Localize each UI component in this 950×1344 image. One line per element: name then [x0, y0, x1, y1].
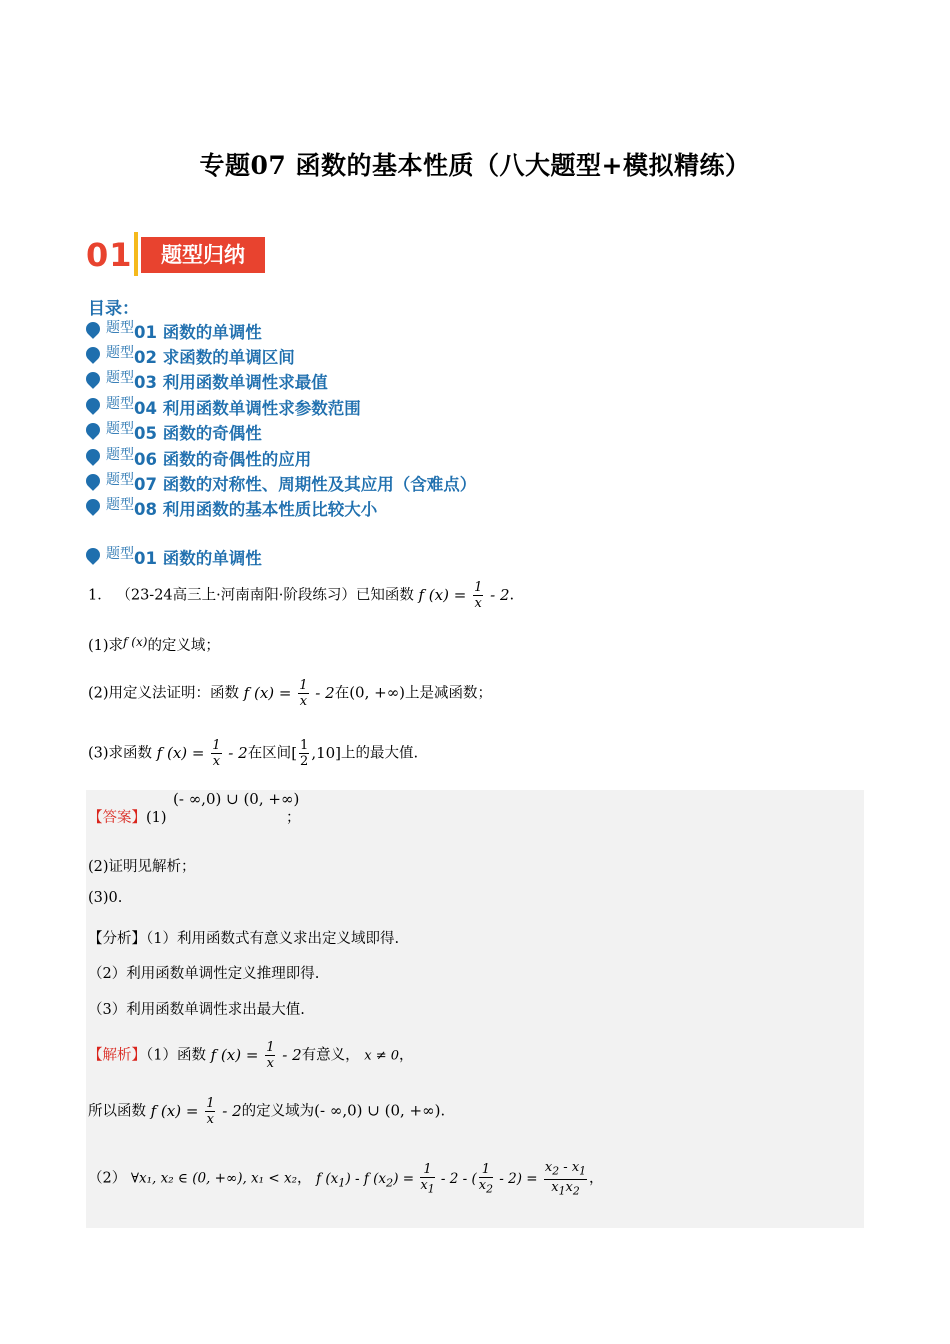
toc-item[interactable]: 题型 07 函数的对称性、周期性及其应用（含难点）	[86, 470, 476, 495]
function-formula: f (x) = $\frac{1}{x}$ - 2	[418, 580, 510, 611]
location-pin-icon	[83, 319, 103, 339]
answer-line-1: 【答案】(1)	[88, 810, 167, 826]
location-pin-icon	[83, 471, 103, 491]
function-formula: f (x) = $\frac{1}{x}$ - 2	[150, 1096, 242, 1127]
solution-line-3: （2） ∀x₁, x₂ ∈ (0, +∞), x₁ < x₂， f $(x_1)$ - f $(x_2)$ = $\frac{1}{x_1}$ - 2 - ( $\frac{1}{x_2}$ - 2) = $\frac{x_2 - x_1}{x_1x_2}$ ，	[88, 1160, 604, 1198]
table-of-contents	[86, 318, 476, 521]
analysis-line-1: 【分析】（1）利用函数式有意义求出定义域即得.	[88, 931, 400, 947]
toc-heading: 目录：	[88, 299, 139, 319]
location-pin-icon	[83, 344, 103, 364]
answer-line-2: (2)证明见解析；	[88, 859, 196, 875]
analysis-line-3: （3）利用函数单调性求出最大值.	[88, 1002, 305, 1018]
problem-1: 1． （23-24高三上·河南南阳·阶段练习）已知函数 f (x) = $\frac{1}{x}$ - 2.	[88, 580, 515, 611]
banner-divider	[134, 232, 138, 276]
difference-formula: f $(x_1)$ - f $(x_2)$ = $\frac{1}{x_1}$ - 2 - ( $\frac{1}{x_2}$ - 2) = $\frac{x_2 - x_1}{x_1x_2}$	[316, 1160, 587, 1198]
toc-item[interactable]: 题型 01 函数的单调性	[86, 318, 476, 343]
location-pin-icon	[83, 545, 103, 565]
toc-item[interactable]: 题型 06 函数的奇偶性的应用	[86, 445, 476, 470]
page-title: 专题07 函数的基本性质（八大题型+模拟精练）	[199, 151, 751, 180]
solution-line-1: 【解析】（1）函数 f (x) = $\frac{1}{x}$ - 2有意义， x ≠ 0，	[88, 1040, 414, 1071]
toc-item[interactable]: 题型 03 利用函数单调性求最值	[86, 369, 476, 394]
function-formula: f (x) = $\frac{1}{x}$ - 2	[156, 738, 248, 769]
answer-domain: (- ∞,0) ∪ (0, +∞)	[173, 790, 300, 808]
section-banner: 题型归纳	[141, 237, 265, 273]
location-pin-icon	[83, 395, 103, 415]
question-2: (2)用定义法证明：函数 f (x) = $\frac{1}{x}$ - 2在(0, +∞)上是减函数；	[88, 678, 493, 709]
function-formula: f (x) = $\frac{1}{x}$ - 2	[210, 1040, 302, 1071]
location-pin-icon	[83, 370, 103, 390]
toc-item[interactable]: 题型 02 求函数的单调区间	[86, 343, 476, 368]
answer-punct: ；	[286, 810, 301, 826]
solution-line-2: 所以函数 f (x) = $\frac{1}{x}$ - 2的定义域为(- ∞,0) ∪ (0, +∞).	[88, 1096, 446, 1127]
toc-item[interactable]: 题型 04 利用函数单调性求参数范围	[86, 394, 476, 419]
section-number: 01	[86, 236, 133, 274]
answer-line-3: (3)0.	[88, 890, 123, 906]
location-pin-icon	[83, 497, 103, 517]
question-1: (1)求$^{f (x)}$的定义域；	[88, 635, 220, 654]
analysis-line-2: （2）利用函数单调性定义推理即得.	[88, 966, 320, 982]
function-formula: f (x) = $\frac{1}{x}$ - 2	[243, 678, 335, 709]
location-pin-icon	[83, 446, 103, 466]
question-3: (3)求函数 f (x) = $\frac{1}{x}$ - 2在区间[ $\frac{1}{2}$ ,10]上的最大值.	[88, 738, 419, 769]
section-heading: 题型 01 函数的单调性	[86, 544, 262, 569]
interval-formula: [ $\frac{1}{2}$ ,10]	[291, 738, 342, 769]
location-pin-icon	[83, 420, 103, 440]
toc-item[interactable]: 题型 08 利用函数的基本性质比较大小	[86, 496, 476, 521]
toc-item[interactable]: 题型 05 函数的奇偶性	[86, 420, 476, 445]
